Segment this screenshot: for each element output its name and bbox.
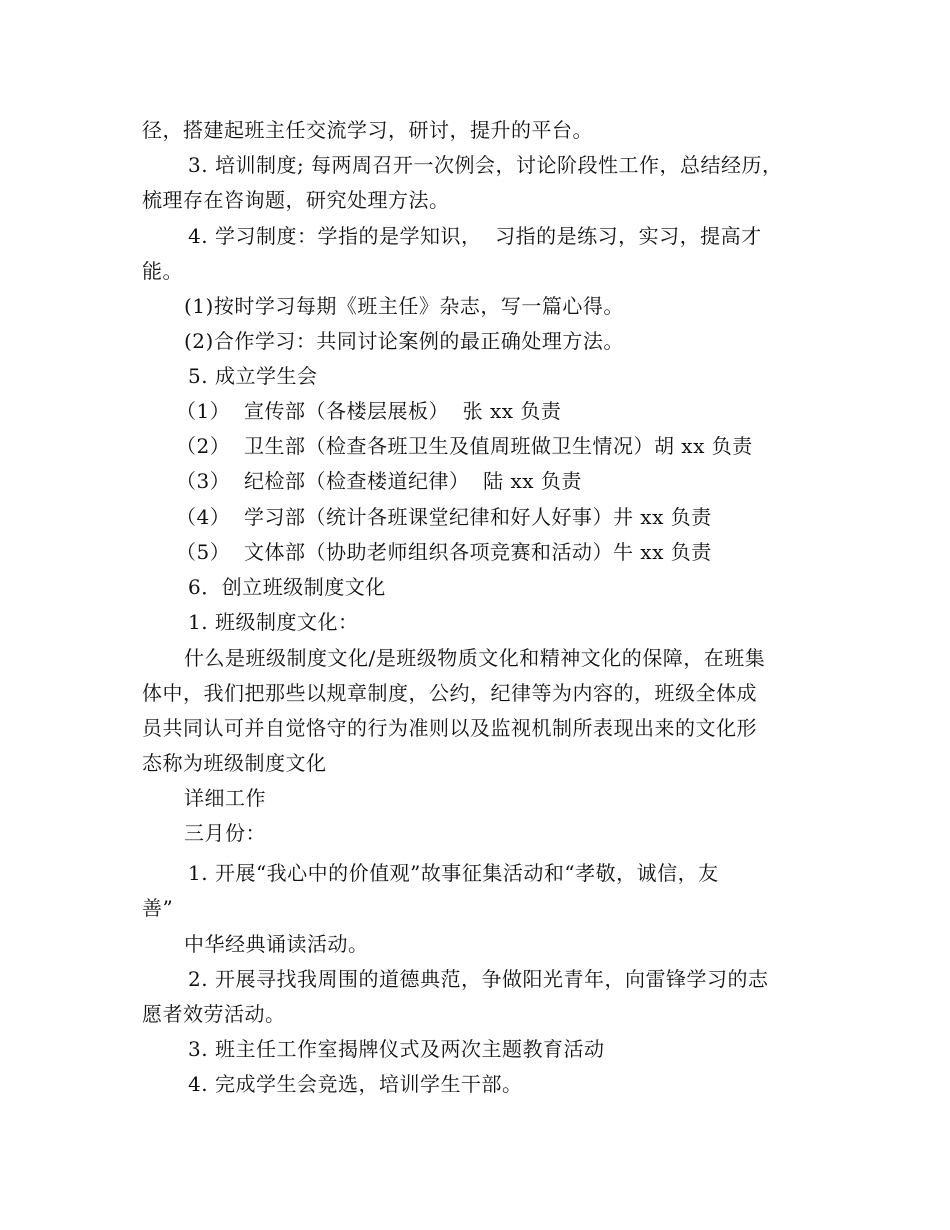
text-line: 1. 开展“我心中的价值观”故事征集活动和“孝敬，诚信，友	[188, 861, 719, 885]
text-line: 6．创立班级制度文化	[188, 575, 386, 599]
text-line: 4. 学习制度：学指的是学知识， 习指的是练习，实习，提高才	[188, 224, 762, 248]
text-line: （2） 卫生部（检查各班卫生及值周班做卫生情况）胡 xx 负责	[176, 434, 753, 458]
text-line: 梳理存在咨询题，研究处理方法。	[142, 188, 450, 212]
text-line: 员共同认可并自觉恪守的行为准则以及监视机制所表现出来的文化形	[142, 716, 757, 740]
text-line: 详细工作	[184, 786, 266, 810]
text-line: （3） 纪检部（检查楼道纪律） 陆 xx 负责	[176, 469, 582, 493]
text-line: 3. 班主任工作室揭牌仪式及两次主题教育活动	[188, 1037, 605, 1061]
text-line: 愿者效劳活动。	[142, 1002, 286, 1026]
text-line: 三月份：	[184, 821, 266, 845]
text-line: (1)按时学习每期《班主任》杂志，写一篇心得。	[184, 294, 624, 318]
text-line: （5） 文体部（协助老师组织各项竞赛和活动）牛 xx 负责	[176, 540, 712, 564]
text-line: 3. 培训制度; 每两周召开一次例会，讨论阶段性工作，总结经历，	[188, 153, 783, 177]
text-line: （1） 宣传部（各楼层展板） 张 xx 负责	[176, 399, 562, 423]
text-line: 体中，我们把那些以规章制度，公约，纪律等为内容的，班级全体成	[142, 681, 757, 705]
text-line: (2)合作学习：共同讨论案例的最正确处理方法。	[184, 329, 624, 353]
text-line: 善”	[142, 896, 174, 920]
text-line: 态称为班级制度文化	[142, 751, 327, 775]
text-line: 径，搭建起班主任交流学习，研讨，提升的平台。	[142, 118, 593, 142]
text-line: 1. 班级制度文化：	[188, 610, 359, 634]
text-line: （4） 学习部（统计各班课堂纪律和好人好事）井 xx 负责	[176, 505, 712, 529]
text-line: 5. 成立学生会	[188, 364, 318, 388]
text-line: 能。	[142, 259, 183, 283]
text-line: 中华经典诵读活动。	[184, 932, 369, 956]
text-line: 什么是班级制度文化/是班级物质文化和精神文化的保障，在班集	[184, 646, 766, 670]
text-line: 2. 开展寻找我周围的道德典范，争做阳光青年，向雷锋学习的志	[188, 967, 769, 991]
text-line: 4. 完成学生会竞选，培训学生干部。	[188, 1072, 523, 1096]
